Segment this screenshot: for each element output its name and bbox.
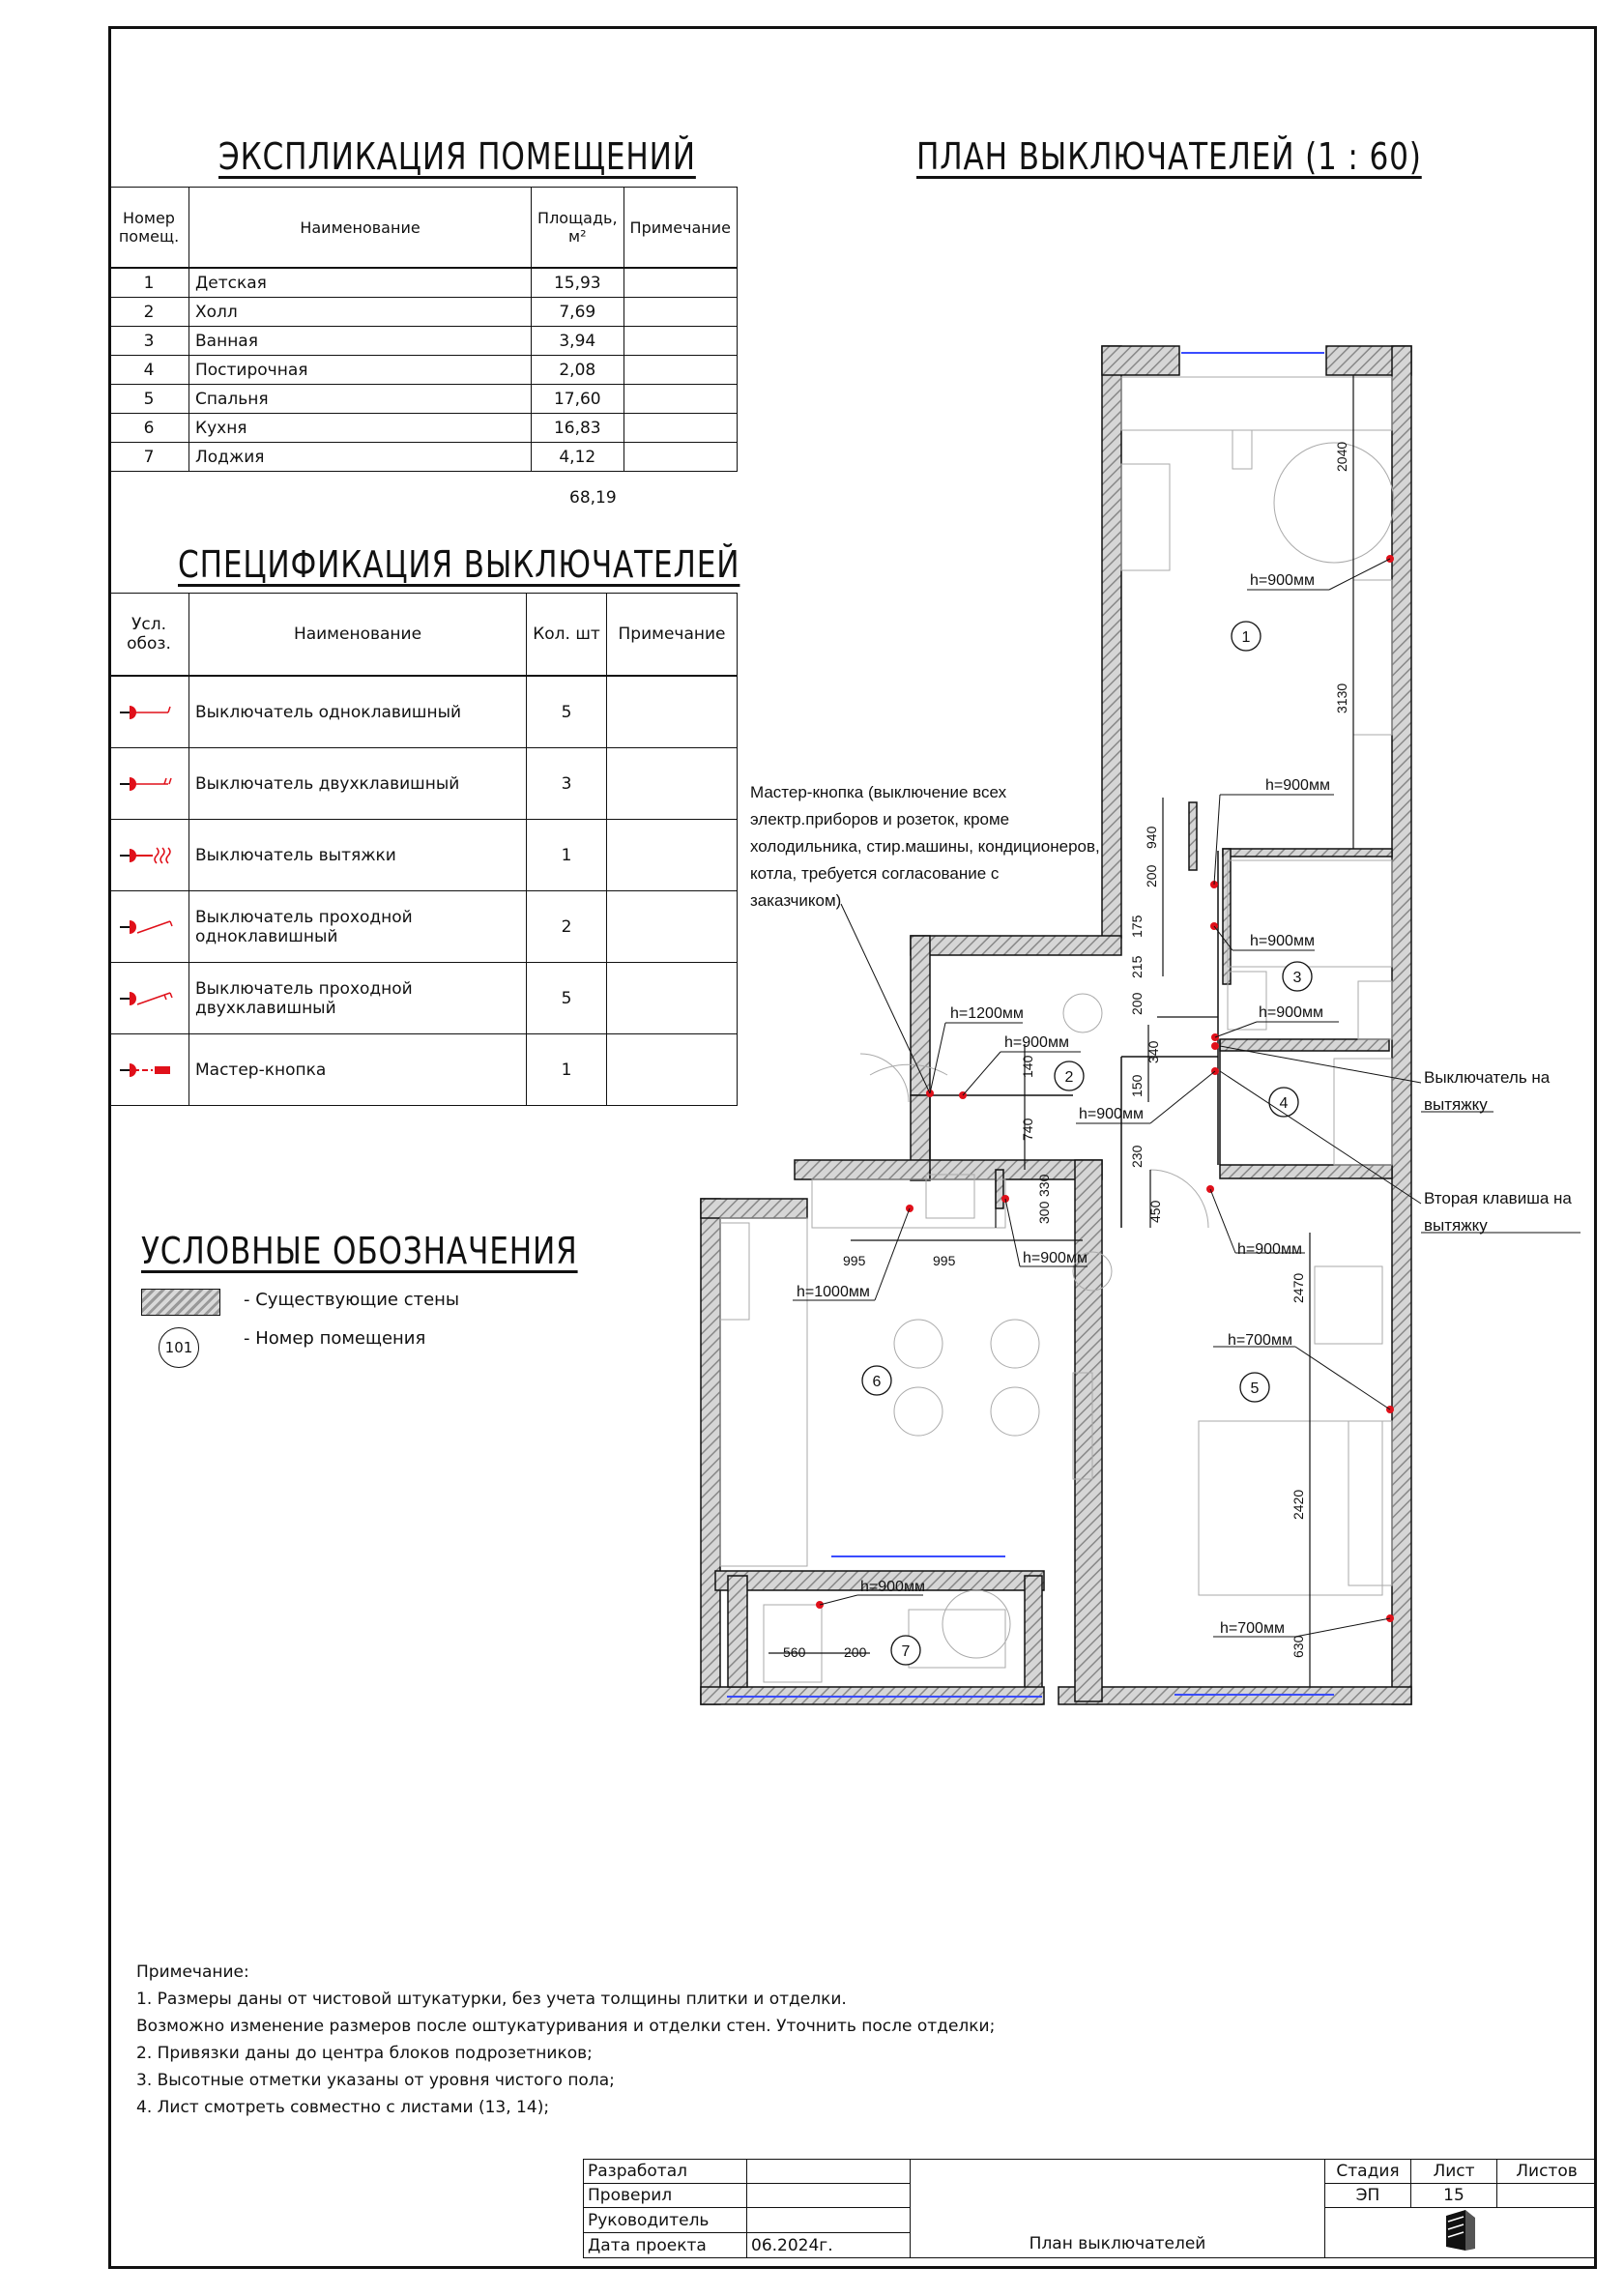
windows — [727, 353, 1334, 1697]
svg-text:230: 230 — [1129, 1145, 1145, 1168]
svg-text:300: 300 — [1036, 1201, 1052, 1224]
date-label: Дата проекта — [584, 2233, 747, 2258]
svg-text:740: 740 — [1020, 1118, 1035, 1141]
svg-text:6: 6 — [872, 1374, 882, 1390]
col-note: Примечание — [624, 188, 737, 269]
svg-text:h=700мм: h=700мм — [1220, 1620, 1285, 1637]
table-row: Выключатель проходной двухклавишный 5 — [109, 963, 738, 1034]
col-symbol: Усл. обоз. — [109, 594, 189, 677]
svg-text:2040: 2040 — [1334, 441, 1349, 472]
svg-text:электр.приборов и розеток, кро: электр.приборов и розеток, кроме — [750, 810, 1010, 828]
svg-text:140: 140 — [1020, 1055, 1035, 1078]
col-qty: Кол. шт — [527, 594, 607, 677]
svg-text:4: 4 — [1279, 1095, 1289, 1112]
explication-title: ЭКСПЛИКАЦИЯ ПОМЕЩЕНИЙ — [218, 135, 696, 178]
svg-text:560: 560 — [783, 1644, 806, 1660]
svg-text:330: 330 — [1036, 1174, 1052, 1197]
checked-label: Проверил — [584, 2184, 747, 2208]
room-number-sample: 101 — [159, 1327, 199, 1368]
svg-text:150: 150 — [1129, 1074, 1145, 1097]
company-logo-icon — [1444, 2208, 1477, 2252]
svg-text:h=900мм: h=900мм — [1023, 1250, 1088, 1266]
svg-text:175: 175 — [1129, 915, 1145, 938]
table-row: 3 Ванная 3,94 — [109, 327, 738, 356]
sheet-label: Лист — [1411, 2160, 1497, 2184]
sheet-name: План выключателей — [911, 2160, 1325, 2258]
sheet-value: 15 — [1411, 2184, 1497, 2208]
notes — [136, 1959, 995, 2121]
table-row: Выключатель вытяжки 1 — [109, 820, 738, 891]
note-line: 3. Высотные отметки указаны от уровня чистого пола; — [136, 2071, 615, 2090]
svg-text:h=1000мм: h=1000мм — [797, 1284, 870, 1300]
table-row: Выключатель одноклавишный 5 — [109, 676, 738, 748]
svg-text:2420: 2420 — [1290, 1489, 1306, 1520]
head-label: Руководитель — [584, 2208, 747, 2233]
stage-value: ЭП — [1325, 2184, 1411, 2208]
svg-text:Выключатель на: Выключатель на — [1424, 1068, 1551, 1087]
table-row: 2 Холл 7,69 — [109, 298, 738, 327]
table-row: Выключатель проходной одноклавишный 2 — [109, 891, 738, 963]
svg-text:3: 3 — [1292, 970, 1302, 986]
explication-total: 68,19 — [569, 488, 617, 508]
svg-text:215: 215 — [1129, 955, 1145, 978]
svg-text:940: 940 — [1144, 826, 1159, 849]
note-line: Возможно изменение размеров после оштукатуривания и отделки стен. Уточнить после отделки; — [136, 2017, 996, 2036]
svg-text:200: 200 — [1129, 992, 1145, 1015]
svg-text:340: 340 — [1146, 1040, 1161, 1063]
sheets-value — [1497, 2184, 1597, 2208]
note-line: 1. Размеры даны от чистовой штукатурки, без учета толщины плитки и отделки. — [136, 1990, 847, 2009]
col-name: Наименование — [189, 188, 532, 269]
svg-text:h=700мм: h=700мм — [1228, 1332, 1292, 1349]
date-value: 06.2024г. — [747, 2233, 911, 2258]
notes-title: Примечание: — [136, 1962, 249, 1982]
col-area: Площадь, м² — [532, 188, 624, 269]
svg-text:5: 5 — [1250, 1381, 1260, 1397]
developed-label: Разработал — [584, 2160, 747, 2184]
svg-text:1: 1 — [1241, 629, 1251, 646]
hood-callout — [1424, 1068, 1551, 1114]
svg-text:450: 450 — [1147, 1200, 1163, 1223]
svg-text:Вторая клавиша на: Вторая клавиша на — [1424, 1189, 1572, 1207]
note-line: 2. Привязки даны до центра блоков подрозетников; — [136, 2044, 593, 2063]
svg-text:2470: 2470 — [1290, 1272, 1306, 1303]
table-row: 7 Лоджия 4,12 — [109, 443, 738, 472]
table-row: 5 Спальня 17,60 — [109, 385, 738, 414]
col-note: Примечание — [607, 594, 738, 677]
master-button-callout — [750, 783, 1100, 910]
legend-title: УСЛОВНЫЕ ОБОЗНАЧЕНИЯ — [141, 1230, 578, 1272]
table-row: 4 Постирочная 2,08 — [109, 356, 738, 385]
svg-text:h=900мм: h=900мм — [1004, 1034, 1069, 1051]
svg-text:котла, требуется согласование: котла, требуется согласование с — [750, 864, 1000, 883]
col-name: Наименование — [189, 594, 527, 677]
table-row: 1 Детская 15,93 — [109, 268, 738, 298]
svg-text:h=900мм: h=900мм — [1265, 777, 1330, 794]
svg-text:холодильника, стир.машины, кон: холодильника, стир.машины, кондиционеров, — [750, 837, 1100, 856]
svg-text:995: 995 — [933, 1253, 956, 1268]
spec-title: СПЕЦИФИКАЦИЯ ВЫКЛЮЧАТЕЛЕЙ — [178, 543, 740, 586]
svg-text:h=900мм: h=900мм — [1237, 1241, 1302, 1258]
svg-text:вытяжку: вытяжку — [1424, 1095, 1488, 1114]
svg-text:h=900мм: h=900мм — [860, 1579, 925, 1595]
plan-title: ПЛАН ВЫКЛЮЧАТЕЛЕЙ (1 : 60) — [916, 135, 1422, 178]
col-number: Номер помещ. — [109, 188, 189, 269]
svg-text:h=1200мм: h=1200мм — [950, 1005, 1024, 1022]
stage-label: Стадия — [1325, 2160, 1411, 2184]
svg-text:2: 2 — [1064, 1069, 1074, 1086]
hood-second-key-callout — [1424, 1189, 1572, 1235]
sheets-label: Листов — [1497, 2160, 1597, 2184]
legend-walls-label: - Существующие стены — [244, 1290, 460, 1310]
svg-text:h=900мм: h=900мм — [1079, 1106, 1144, 1122]
svg-text:h=900мм: h=900мм — [1250, 933, 1315, 949]
title-block — [583, 2159, 1597, 2269]
svg-text:995: 995 — [843, 1253, 866, 1268]
svg-text:вытяжку: вытяжку — [1424, 1216, 1488, 1235]
svg-text:630: 630 — [1290, 1635, 1306, 1658]
svg-text:заказчиком): заказчиком) — [750, 891, 842, 910]
height-labels — [797, 572, 1330, 1637]
svg-text:200: 200 — [1144, 864, 1159, 887]
svg-text:200: 200 — [844, 1644, 867, 1660]
svg-text:3130: 3130 — [1334, 683, 1349, 713]
svg-text:h=900мм: h=900мм — [1250, 572, 1315, 589]
note-line: 4. Лист смотреть совместно с листами (13, 14); — [136, 2098, 550, 2117]
svg-text:Мастер-кнопка (выключение всех: Мастер-кнопка (выключение всех — [750, 783, 1007, 801]
table-row: Выключатель двухклавишный 3 — [109, 748, 738, 820]
table-row: 6 Кухня 16,83 — [109, 414, 738, 443]
table-row: Мастер-кнопка 1 — [109, 1034, 738, 1106]
svg-text:h=900мм: h=900мм — [1259, 1004, 1323, 1021]
svg-text:7: 7 — [901, 1643, 911, 1660]
legend-room-label: - Номер помещения — [244, 1328, 426, 1349]
